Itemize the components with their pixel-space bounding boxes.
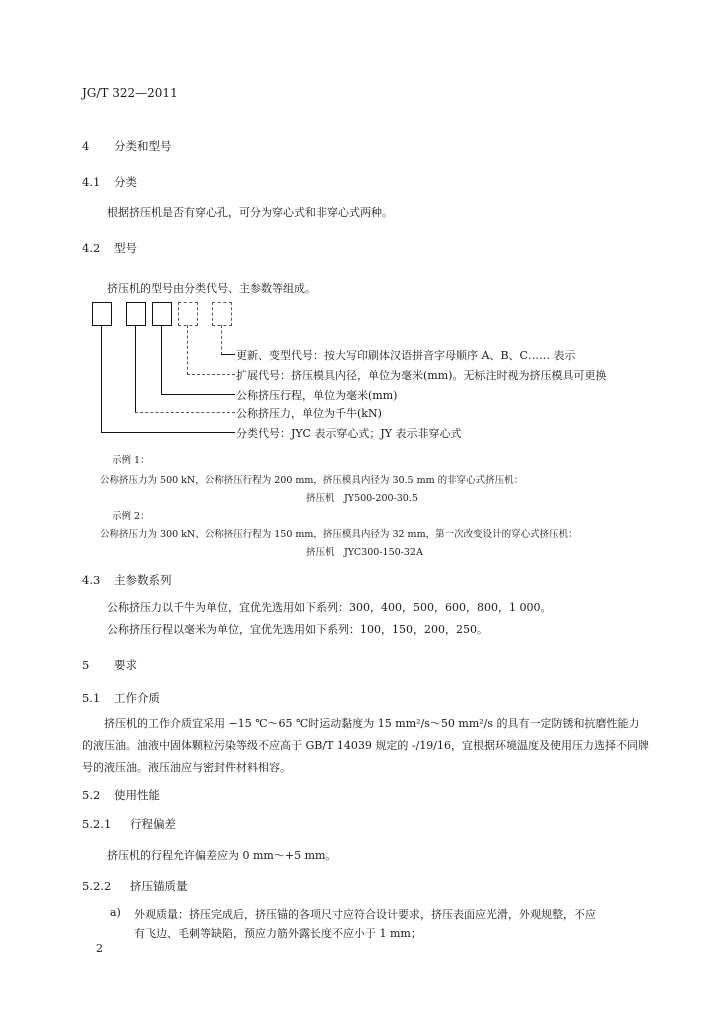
section-number: 4 [82, 139, 90, 153]
section-number: 4.1 [82, 175, 101, 189]
section-number: 5.2.2 [82, 879, 112, 893]
nominal-force-box [126, 302, 146, 326]
example-1-model: 挤压机 JY500-200-30.5 [306, 493, 418, 504]
section-title: 分类和型号 [114, 139, 172, 153]
section-number: 5.1 [82, 691, 101, 705]
leader-line [101, 432, 235, 433]
section-4-1-text: 根据挤压机是否有穿心孔，可分为穿心式和非穿心式两种。 [107, 206, 393, 219]
section-5-1-text: 挤压机的工作介质宜采用 −15 ℃～65 ℃时运动黏度为 15 mm²/s～50 mm²/s 的具有一定防锈和抗磨性能力的液压油。油液中固体颗粒污染等级不应高于 GB/T 14039 规定的 -/19/16，宜根据环境温度及使用压力选择不同牌号的液压油。液压油应与密封件材料相容。 [82, 717, 650, 774]
section-5-2-1-heading [82, 816, 176, 832]
example-1-label: 示例 1： [112, 455, 150, 466]
legend-nominal-stroke: 公称挤压行程，单位为毫米(mm) [236, 389, 398, 402]
section-4-heading [82, 138, 172, 154]
section-title: 主参数系列 [114, 573, 172, 587]
document-code: JG/T 322—2011 [82, 86, 178, 100]
section-5-2-2-heading [82, 878, 188, 894]
section-title: 分类 [114, 175, 137, 189]
section-4-1-heading [82, 174, 137, 190]
leader-line [135, 325, 136, 413]
section-5-2-1-text: 挤压机的行程允许偏差应为 0 mm～+5 mm。 [107, 849, 337, 862]
section-5-2-heading [82, 787, 160, 803]
classification-code-box [92, 302, 112, 326]
leader-line [187, 325, 188, 375]
example-2-model: 挤压机 JYC300-150-32A [306, 547, 423, 558]
leader-line [187, 374, 235, 375]
section-title: 型号 [114, 241, 137, 255]
legend-extension-code: 扩展代号：挤压模具内径，单位为毫米(mm)。无标注时视为挤压模具可更换 [236, 369, 607, 382]
section-number: 5 [82, 658, 90, 672]
leader-line [221, 325, 222, 355]
example-1-text: 公称挤压力为 500 kN，公称挤压行程为 200 mm，挤压模具内径为 30.5 mm 的非穿心式挤压机： [100, 475, 524, 486]
legend-classification-code: 分类代号：JYC 表示穿心式；JY 表示非穿心式 [236, 427, 462, 440]
section-number: 5.2 [82, 788, 101, 802]
page-number: 2 [96, 942, 103, 955]
section-title: 使用性能 [114, 788, 160, 802]
section-title: 行程偏差 [130, 817, 176, 831]
section-4-3-line-2: 公称挤压行程以毫米为单位，宜优先选用如下系列：100，150，200，250。 [107, 623, 488, 636]
leader-line [161, 325, 162, 395]
section-4-2-text: 挤压机的型号由分类代号、主参数等组成。 [107, 282, 316, 295]
leader-line [101, 325, 102, 433]
nominal-stroke-box [152, 302, 172, 326]
section-4-3-heading [82, 572, 172, 588]
update-code-box [212, 302, 232, 326]
list-item-a-line-2: 有飞边、毛刺等缺陷，预应力筋外露长度不应小于 1 mm； [134, 927, 422, 940]
section-5-heading [82, 657, 137, 673]
section-title: 要求 [114, 658, 137, 672]
leader-line [161, 394, 235, 395]
section-5-1-heading [82, 690, 160, 706]
leader-line [221, 354, 235, 355]
example-2-label: 示例 2： [112, 511, 150, 522]
section-number: 4.3 [82, 573, 101, 587]
list-item-a-line-1: 外观质量：挤压完成后，挤压锚的各项尺寸应符合设计要求，挤压表面应光滑，外观规整，不应 [134, 908, 596, 921]
list-item-a-label: a) [110, 906, 121, 919]
section-title: 挤压锚质量 [130, 879, 188, 893]
legend-update-code: 更新、变型代号：按大写印刷体汉语拼音字母顺序 A、B、C…… 表示 [236, 349, 576, 362]
example-2-text: 公称挤压力为 300 kN、公称挤压行程为 150 mm，挤压模具内径为 32 mm，第一次改变设计的穿心式挤压机： [100, 529, 578, 540]
section-title: 工作介质 [114, 691, 160, 705]
section-number: 4.2 [82, 241, 101, 255]
section-4-3-line-1: 公称挤压力以千牛为单位，宜优先选用如下系列：300，400，500，600，800，1 000。 [107, 601, 552, 614]
section-number: 5.2.1 [82, 817, 112, 831]
section-4-2-heading [82, 240, 137, 256]
legend-nominal-force: 公称挤压力，单位为千牛(kN) [236, 407, 382, 420]
leader-line [135, 412, 235, 413]
extension-code-box [178, 302, 198, 326]
